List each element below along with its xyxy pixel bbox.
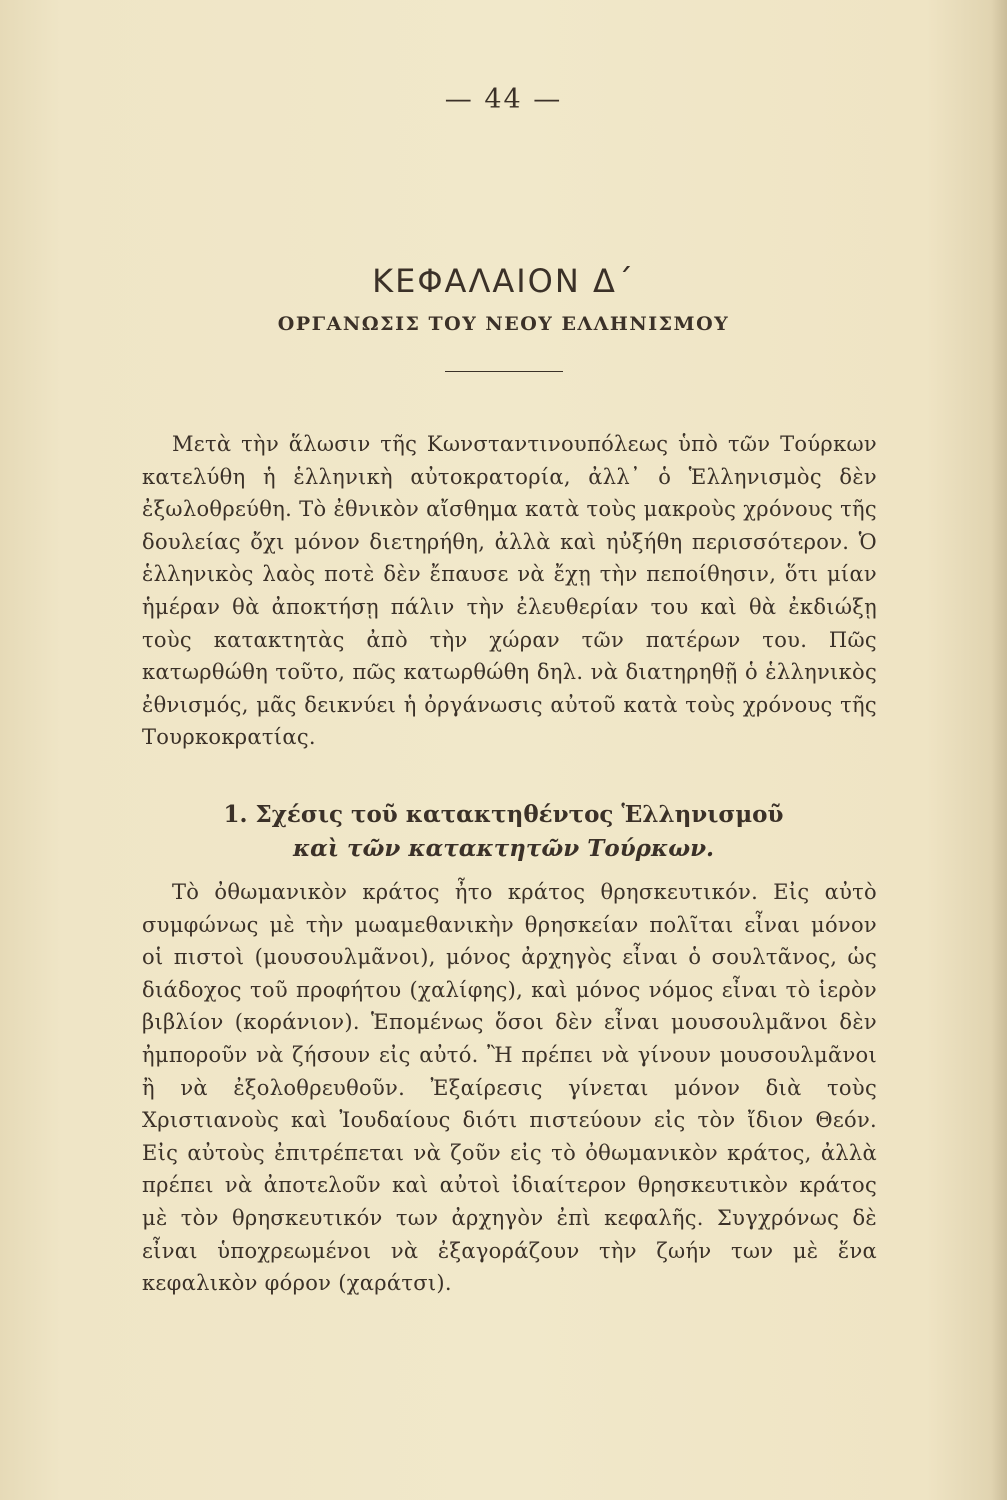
section-heading — [0, 798, 1007, 866]
page-number: — 44 — — [444, 84, 563, 115]
chapter-subtitle: ΟΡΓΑΝΩΣΙΣ ΤΟΥ ΝΕΟΥ ΕΛΛΗΝΙΣΜΟΥ — [277, 313, 730, 335]
section-heading-line-2: καὶ τῶν κατακτητῶν Τούρκων. — [292, 835, 715, 862]
chapter-title: ΚΕΦΑΛΑΙΟΝ Δ΄ — [372, 262, 635, 300]
body-paragraph-1: Μετὰ τὴν ἅλωσιν τῆς Κωνσταντινουπόλεως ὑπὸ τῶν Τούρκων κατελύθη ἡ ἑλληνικὴ αὐτοκρατορία, ἀλλ᾽ ὁ Ἑλληνισμὸς δὲν ἐξωλοθρεύθη. Τὸ ἐθνικὸν αἴσθημα κατὰ τοὺς μακροὺς χρόνους τῆς δουλείας ὄχι μόνον διετηρήθη, ἀλλὰ καὶ ηὐξήθη περισσότερον. Ὁ ἑλληνικὸς λαὸς ποτὲ δὲν ἔπαυσε νὰ ἔχῃ τὴν πεποίθησιν, ὅτι μίαν ἡμέραν θὰ ἀποκτήσῃ πάλιν τὴν ἐλευθερίαν του καὶ θὰ ἐκδιώξῃ τοὺς κατακτητὰς ἀπὸ τὴν χώραν τῶν πατέρων του. Πῶς κατωρθώθη τοῦτο, πῶς κατωρθώθη δηλ. νὰ διατηρηθῇ ὁ ἑλληνικὸς ἐθνισμός, μᾶς δεικνύει ἡ ὀργάνωσις αὐτοῦ κατὰ τοὺς χρόνους τῆς Τουρκοκρατίας. — [142, 432, 877, 750]
body-paragraph-2: Τὸ ὀθωμανικὸν κράτος ἦτο κράτος θρησκευτικόν. Εἰς αὐτὸ συμφώνως μὲ τὴν μωαμεθανικὴν θρησκείαν πολῖται εἶναι μόνον οἱ πιστοὶ (μουσουλμᾶνοι), μόνος ἀρχηγὸς εἶναι ὁ σουλτᾶνος, ὡς διάδοχος τοῦ προφήτου (χαλίφης), καὶ μόνος νόμος εἶναι τὸ ἱερὸν βιβλίον (κοράνιον). Ἑπομένως ὅσοι δὲν εἶναι μουσουλμᾶνοι δὲν ἠμποροῦν νὰ ζήσουν εἰς αὐτό. Ἢ πρέπει νὰ γίνουν μουσουλμᾶνοι ἢ νὰ ἐξολοθρευθοῦν. Ἐξαίρεσις γίνεται μόνον διὰ τοὺς Χριστιανοὺς καὶ Ἰουδαίους διότι πιστεύουν εἰς τὸν ἴδιον Θεόν. Εἰς αὐτοὺς ἐπιτρέπεται νὰ ζοῦν εἰς τὸ ὀθωμανικὸν κράτος, ἀλλὰ πρέπει νὰ ἀποτελοῦν καὶ αὐτοὶ ἰδιαίτερον θρησκευτικὸν κράτος μὲ τὸν θρησκευτικόν των ἀρχηγὸν ἐπὶ κεφαλῆς. Συγχρόνως δὲ εἶναι ὑποχρεωμένοι νὰ ἐξαγοράζουν τὴν ζωήν των μὲ ἕνα κεφαλικὸν φόρον (χαράτσι). — [142, 880, 877, 1296]
section-heading-line-1: 1. Σχέσις τοῦ κατακτηθέντος Ἑλληνισμοῦ — [223, 801, 784, 828]
title-divider — [445, 371, 563, 372]
page-edge-shadow — [991, 0, 1007, 1500]
